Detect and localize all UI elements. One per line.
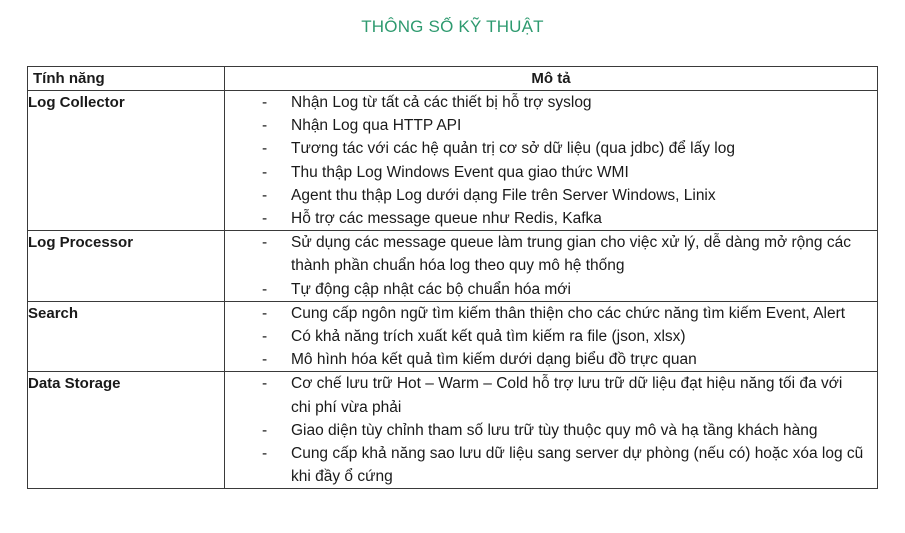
bullet-dash: - — [262, 351, 268, 369]
bullet-dash: - — [262, 140, 268, 158]
list-item — [225, 137, 877, 160]
list-item — [225, 161, 877, 184]
bullet-dash: - — [262, 328, 268, 346]
list-item — [225, 184, 877, 207]
table-header-row — [28, 67, 878, 91]
bullet-dash: - — [262, 280, 268, 298]
list-item — [225, 207, 877, 230]
item-text: Có khả năng trích xuất kết quả tìm kiếm ra file (json, xlsx) — [291, 328, 686, 346]
bullet-dash: - — [262, 163, 268, 181]
table-row-search — [28, 301, 878, 372]
description-cell — [225, 372, 878, 489]
list-item — [225, 302, 877, 325]
item-text: Tương tác với các hệ quản trị cơ sở dữ liệu (qua jdbc) để lấy log — [291, 140, 735, 158]
list-item — [225, 91, 877, 114]
bullet-dash: - — [262, 421, 268, 439]
item-text: Sử dụng các message queue làm trung gian cho việc xử lý, dễ dàng mở rộng các thành phần chuẩn hóa log theo quy mô hệ thống — [291, 234, 851, 275]
item-text: Cơ chế lưu trữ Hot – Warm – Cold hỗ trợ lưu trữ dữ liệu đạt hiệu năng tối đa với chi phí vừa phải — [291, 375, 843, 416]
item-text: Mô hình hóa kết quả tìm kiếm dưới dạng biểu đồ trực quan — [291, 351, 697, 369]
description-cell — [225, 301, 878, 372]
bullet-dash: - — [262, 186, 268, 204]
bullet-dash: - — [262, 445, 268, 463]
bullet-dash: - — [262, 375, 268, 393]
list-item — [225, 419, 877, 442]
item-text: Cung cấp khả năng sao lưu dữ liệu sang server dự phòng (nếu có) hoặc xóa log cũ khi đầy ổ cứng — [291, 445, 864, 486]
table-row-log-processor — [28, 231, 878, 302]
list-item — [225, 325, 877, 348]
item-text: Nhận Log qua HTTP API — [291, 117, 462, 135]
table-row-log-collector — [28, 91, 878, 231]
item-text: Nhận Log từ tất cả các thiết bị hỗ trợ syslog — [291, 94, 592, 111]
feature-cell: Log Processor — [28, 231, 225, 302]
item-text: Hỗ trợ các message queue như Redis, Kafka — [291, 210, 602, 228]
list-item — [225, 372, 877, 418]
item-text: Cung cấp ngôn ngữ tìm kiếm thân thiện cho các chức năng tìm kiếm Event, Alert — [291, 304, 846, 322]
list-item — [225, 348, 877, 371]
table-row-data-storage — [28, 372, 878, 489]
item-text: Thu thập Log Windows Event qua giao thức WMI — [291, 163, 629, 181]
header-description: Mô tả — [225, 67, 878, 91]
item-text: Giao diện tùy chỉnh tham số lưu trữ tùy thuộc quy mô và hạ tầng khách hàng — [291, 421, 818, 439]
description-cell — [225, 231, 878, 302]
item-text: Tự động cập nhật các bộ chuẩn hóa mới — [291, 280, 571, 298]
spec-table — [27, 66, 878, 489]
list-item — [225, 278, 877, 301]
list-item — [225, 114, 877, 137]
bullet-dash: - — [262, 117, 268, 135]
bullet-dash: - — [262, 234, 268, 252]
bullet-dash: - — [262, 94, 268, 111]
bullet-dash: - — [262, 304, 268, 322]
feature-cell: Log Collector — [28, 91, 225, 231]
header-feature: Tính năng — [28, 67, 225, 91]
feature-cell: Search — [28, 301, 225, 372]
description-cell — [225, 91, 878, 231]
item-text: Agent thu thập Log dưới dạng File trên Server Windows, Linix — [291, 186, 716, 204]
list-item — [225, 231, 877, 277]
bullet-dash: - — [262, 210, 268, 228]
page-title: THÔNG SỐ KỸ THUẬT — [361, 17, 544, 36]
feature-cell: Data Storage — [28, 372, 225, 489]
list-item — [225, 442, 877, 488]
